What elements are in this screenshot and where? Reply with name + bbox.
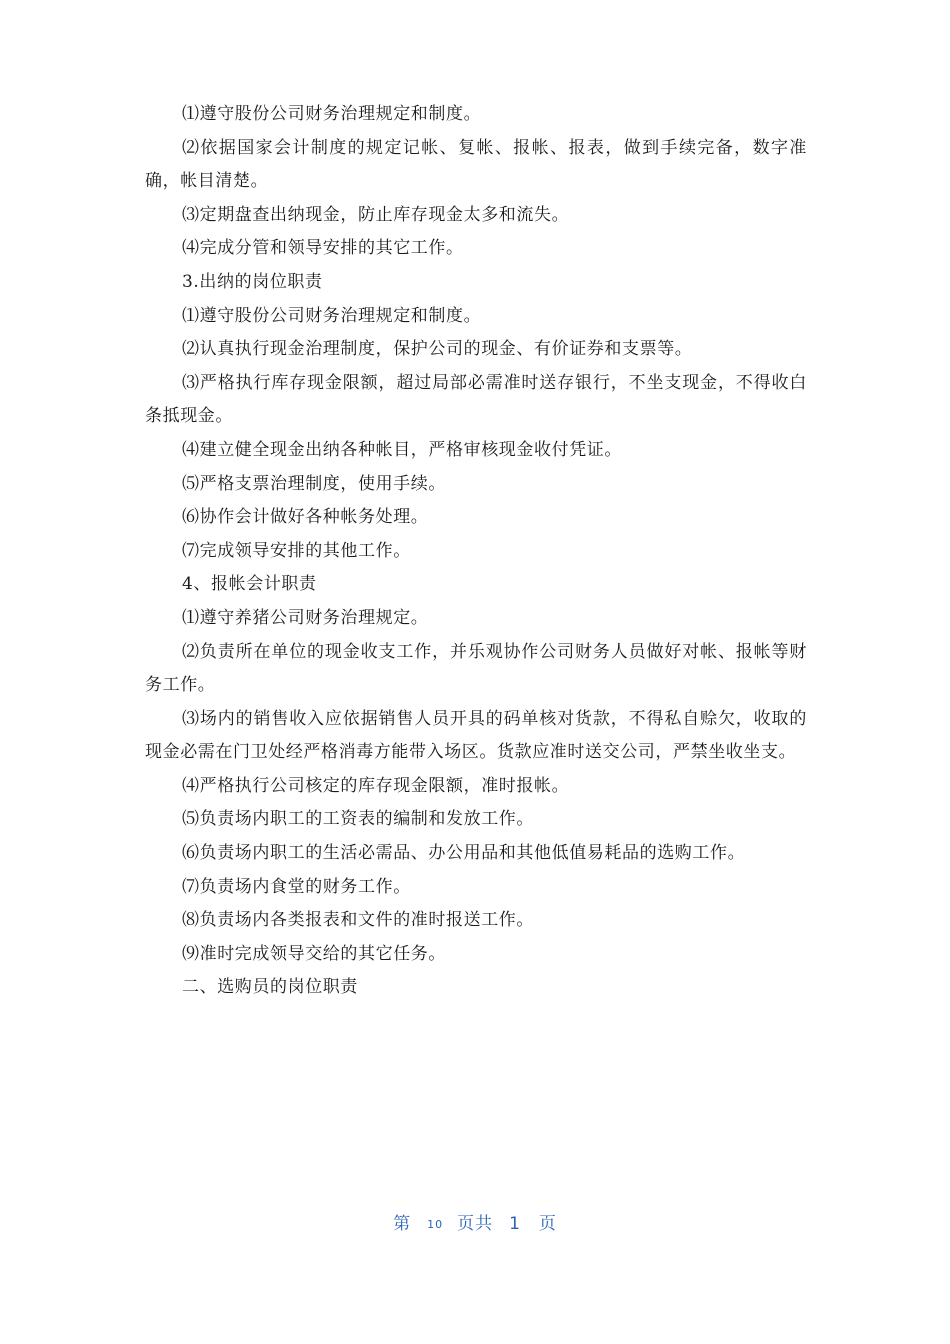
paragraph: ⑴遵守养猪公司财务治理规定。 bbox=[182, 607, 429, 628]
paragraph: ⑹协作会计做好各种帐务处理。 bbox=[182, 507, 429, 528]
page-footer bbox=[0, 1209, 950, 1234]
paragraph: ⑵依据国家会计制度的规定记帐、复帐、报帐、报表，做到手续完备，数字准确，帐目清楚。 bbox=[145, 137, 807, 192]
paragraph: ⑵负责所在单位的现金收支工作，并乐观协作公司财务人员做好对帐、报帐等财务工作。 bbox=[145, 641, 807, 696]
paragraph: ⑺完成领导安排的其他工作。 bbox=[182, 540, 411, 561]
paragraph: ⑶严格执行库存现金限额，超过局部必需准时送存银行，不坐支现金，不得收白条抵现金。 bbox=[145, 372, 807, 427]
paragraph: ⑴遵守股份公司财务治理规定和制度。 bbox=[182, 104, 482, 124]
paragraph: ⑴遵守股份公司财务治理规定和制度。 bbox=[182, 305, 482, 326]
paragraph: ⑻负责场内各类报表和文件的准时报送工作。 bbox=[182, 910, 534, 931]
paragraph: ⑸负责场内职工的工资表的编制和发放工作。 bbox=[182, 809, 534, 830]
document-body bbox=[145, 98, 807, 1005]
paragraph: ⑷建立健全现金出纳各种帐目，严格审核现金收付凭证。 bbox=[182, 439, 622, 460]
paragraph: ⑷完成分管和领导安排的其它工作。 bbox=[182, 238, 464, 259]
section-heading: 3.出纳的岗位职责 bbox=[182, 271, 323, 292]
paragraph: ⑶定期盘查出纳现金，防止库存现金太多和流失。 bbox=[182, 204, 570, 225]
footer-prefix: 第 bbox=[393, 1214, 412, 1234]
section-heading: 二、选购员的岗位职责 bbox=[182, 977, 358, 998]
paragraph: ⑷严格执行公司核定的库存现金限额，准时报帐。 bbox=[182, 775, 570, 796]
section-heading: 4、报帐会计职责 bbox=[182, 574, 317, 595]
paragraph: ⑺负责场内食堂的财务工作。 bbox=[182, 876, 411, 897]
footer-suffix: 页 bbox=[538, 1214, 557, 1234]
total-pages: 1 bbox=[509, 1214, 521, 1234]
footer-middle: 页共 bbox=[457, 1214, 494, 1234]
paragraph: ⑹负责场内职工的生活必需品、办公用品和其他低值易耗品的选购工作。 bbox=[182, 843, 746, 864]
paragraph: ⑼准时完成领导交给的其它任务。 bbox=[182, 943, 446, 964]
page-number: 10 bbox=[427, 1218, 444, 1231]
paragraph: ⑶场内的销售收入应依据销售人员开具的码单核对货款，不得私自赊欠，收取的现金必需在门卫处经严格消毒方能带入场区。货款应准时送交公司，严禁坐收坐支。 bbox=[145, 708, 807, 763]
paragraph: ⑸严格支票治理制度，使用手续。 bbox=[182, 473, 446, 494]
paragraph: ⑵认真执行现金治理制度，保护公司的现金、有价证券和支票等。 bbox=[182, 339, 693, 360]
